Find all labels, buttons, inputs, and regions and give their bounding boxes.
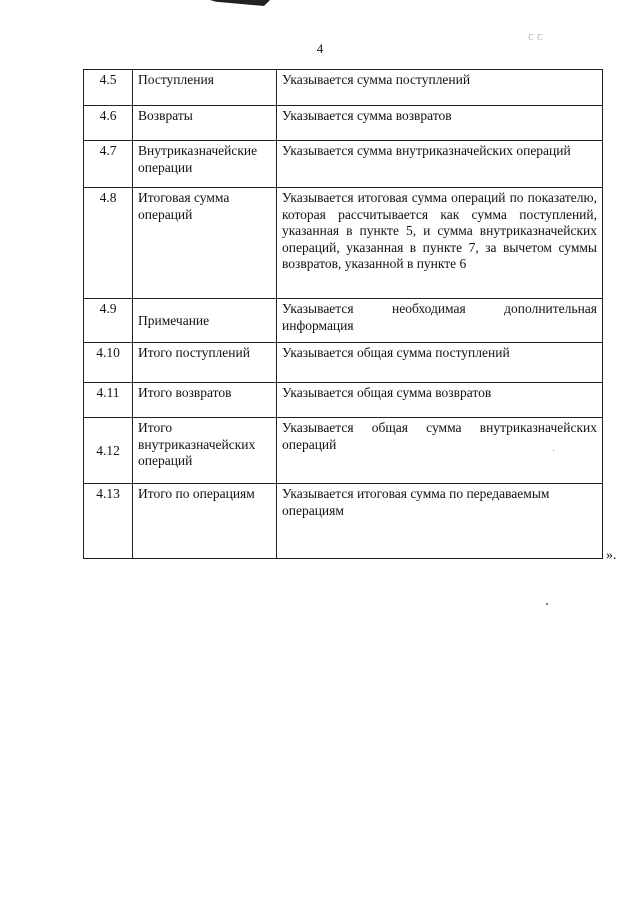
row-description: Указывается общая сумма поступлений bbox=[277, 343, 603, 383]
row-number: 4.5 bbox=[84, 70, 133, 106]
row-number: 4.11 bbox=[84, 383, 133, 418]
table-row bbox=[84, 70, 603, 106]
row-description: Указывается сумма поступлений bbox=[277, 70, 603, 106]
row-number: 4.9 bbox=[84, 299, 133, 343]
table-row bbox=[84, 188, 603, 299]
row-name: Внутриказначейские операции bbox=[133, 141, 277, 188]
table-row bbox=[84, 299, 603, 343]
row-description: Указывается сумма внутриказначейских операций bbox=[277, 141, 603, 188]
row-name: Итого по операциям bbox=[133, 484, 277, 559]
row-description: Указывается общая сумма возвратов bbox=[277, 383, 603, 418]
table-row bbox=[84, 418, 603, 484]
page-number: 4 bbox=[316, 41, 324, 56]
table-row bbox=[84, 106, 603, 141]
scan-speck bbox=[546, 603, 548, 605]
row-name: Поступления bbox=[133, 70, 277, 106]
row-number: 4.10 bbox=[84, 343, 133, 383]
table-row bbox=[84, 383, 603, 418]
row-name: Итого внутриказначейских операций bbox=[133, 418, 277, 484]
scan-mark bbox=[210, 0, 270, 6]
row-number: 4.8 bbox=[84, 188, 133, 299]
closing-quote: ». bbox=[606, 548, 617, 563]
table-row bbox=[84, 141, 603, 188]
scan-mark-corner: ꞇ ꞇ bbox=[528, 31, 544, 43]
row-description: Указывается итоговая сумма по передаваемым операциям bbox=[277, 484, 603, 559]
row-number: 4.13 bbox=[84, 484, 133, 559]
row-description: Указывается необходимая дополнительная информация bbox=[277, 299, 603, 343]
scan-speck bbox=[553, 450, 554, 451]
row-name: Итоговая сумма операций bbox=[133, 188, 277, 299]
row-name: Возвраты bbox=[133, 106, 277, 141]
row-description: Указывается общая сумма внутриказначейских операций bbox=[277, 418, 603, 484]
row-name: Итого возвратов bbox=[133, 383, 277, 418]
table-row bbox=[84, 343, 603, 383]
row-description: Указывается сумма возвратов bbox=[277, 106, 603, 141]
row-number: 4.12 bbox=[84, 418, 133, 484]
row-name: Итого поступлений bbox=[133, 343, 277, 383]
table-row bbox=[84, 484, 603, 559]
row-number: 4.7 bbox=[84, 141, 133, 188]
definitions-table bbox=[83, 69, 603, 559]
row-name: Примечание bbox=[133, 299, 277, 343]
row-description: Указывается итоговая сумма операций по показателю, которая рассчитывается как сумма поступлений, указанная в пункте 5, и сумма внутриказначейских операций, указанная в пункте 7, за вычетом суммы возвратов, указанной в пункте 6 bbox=[277, 188, 603, 299]
row-number: 4.6 bbox=[84, 106, 133, 141]
